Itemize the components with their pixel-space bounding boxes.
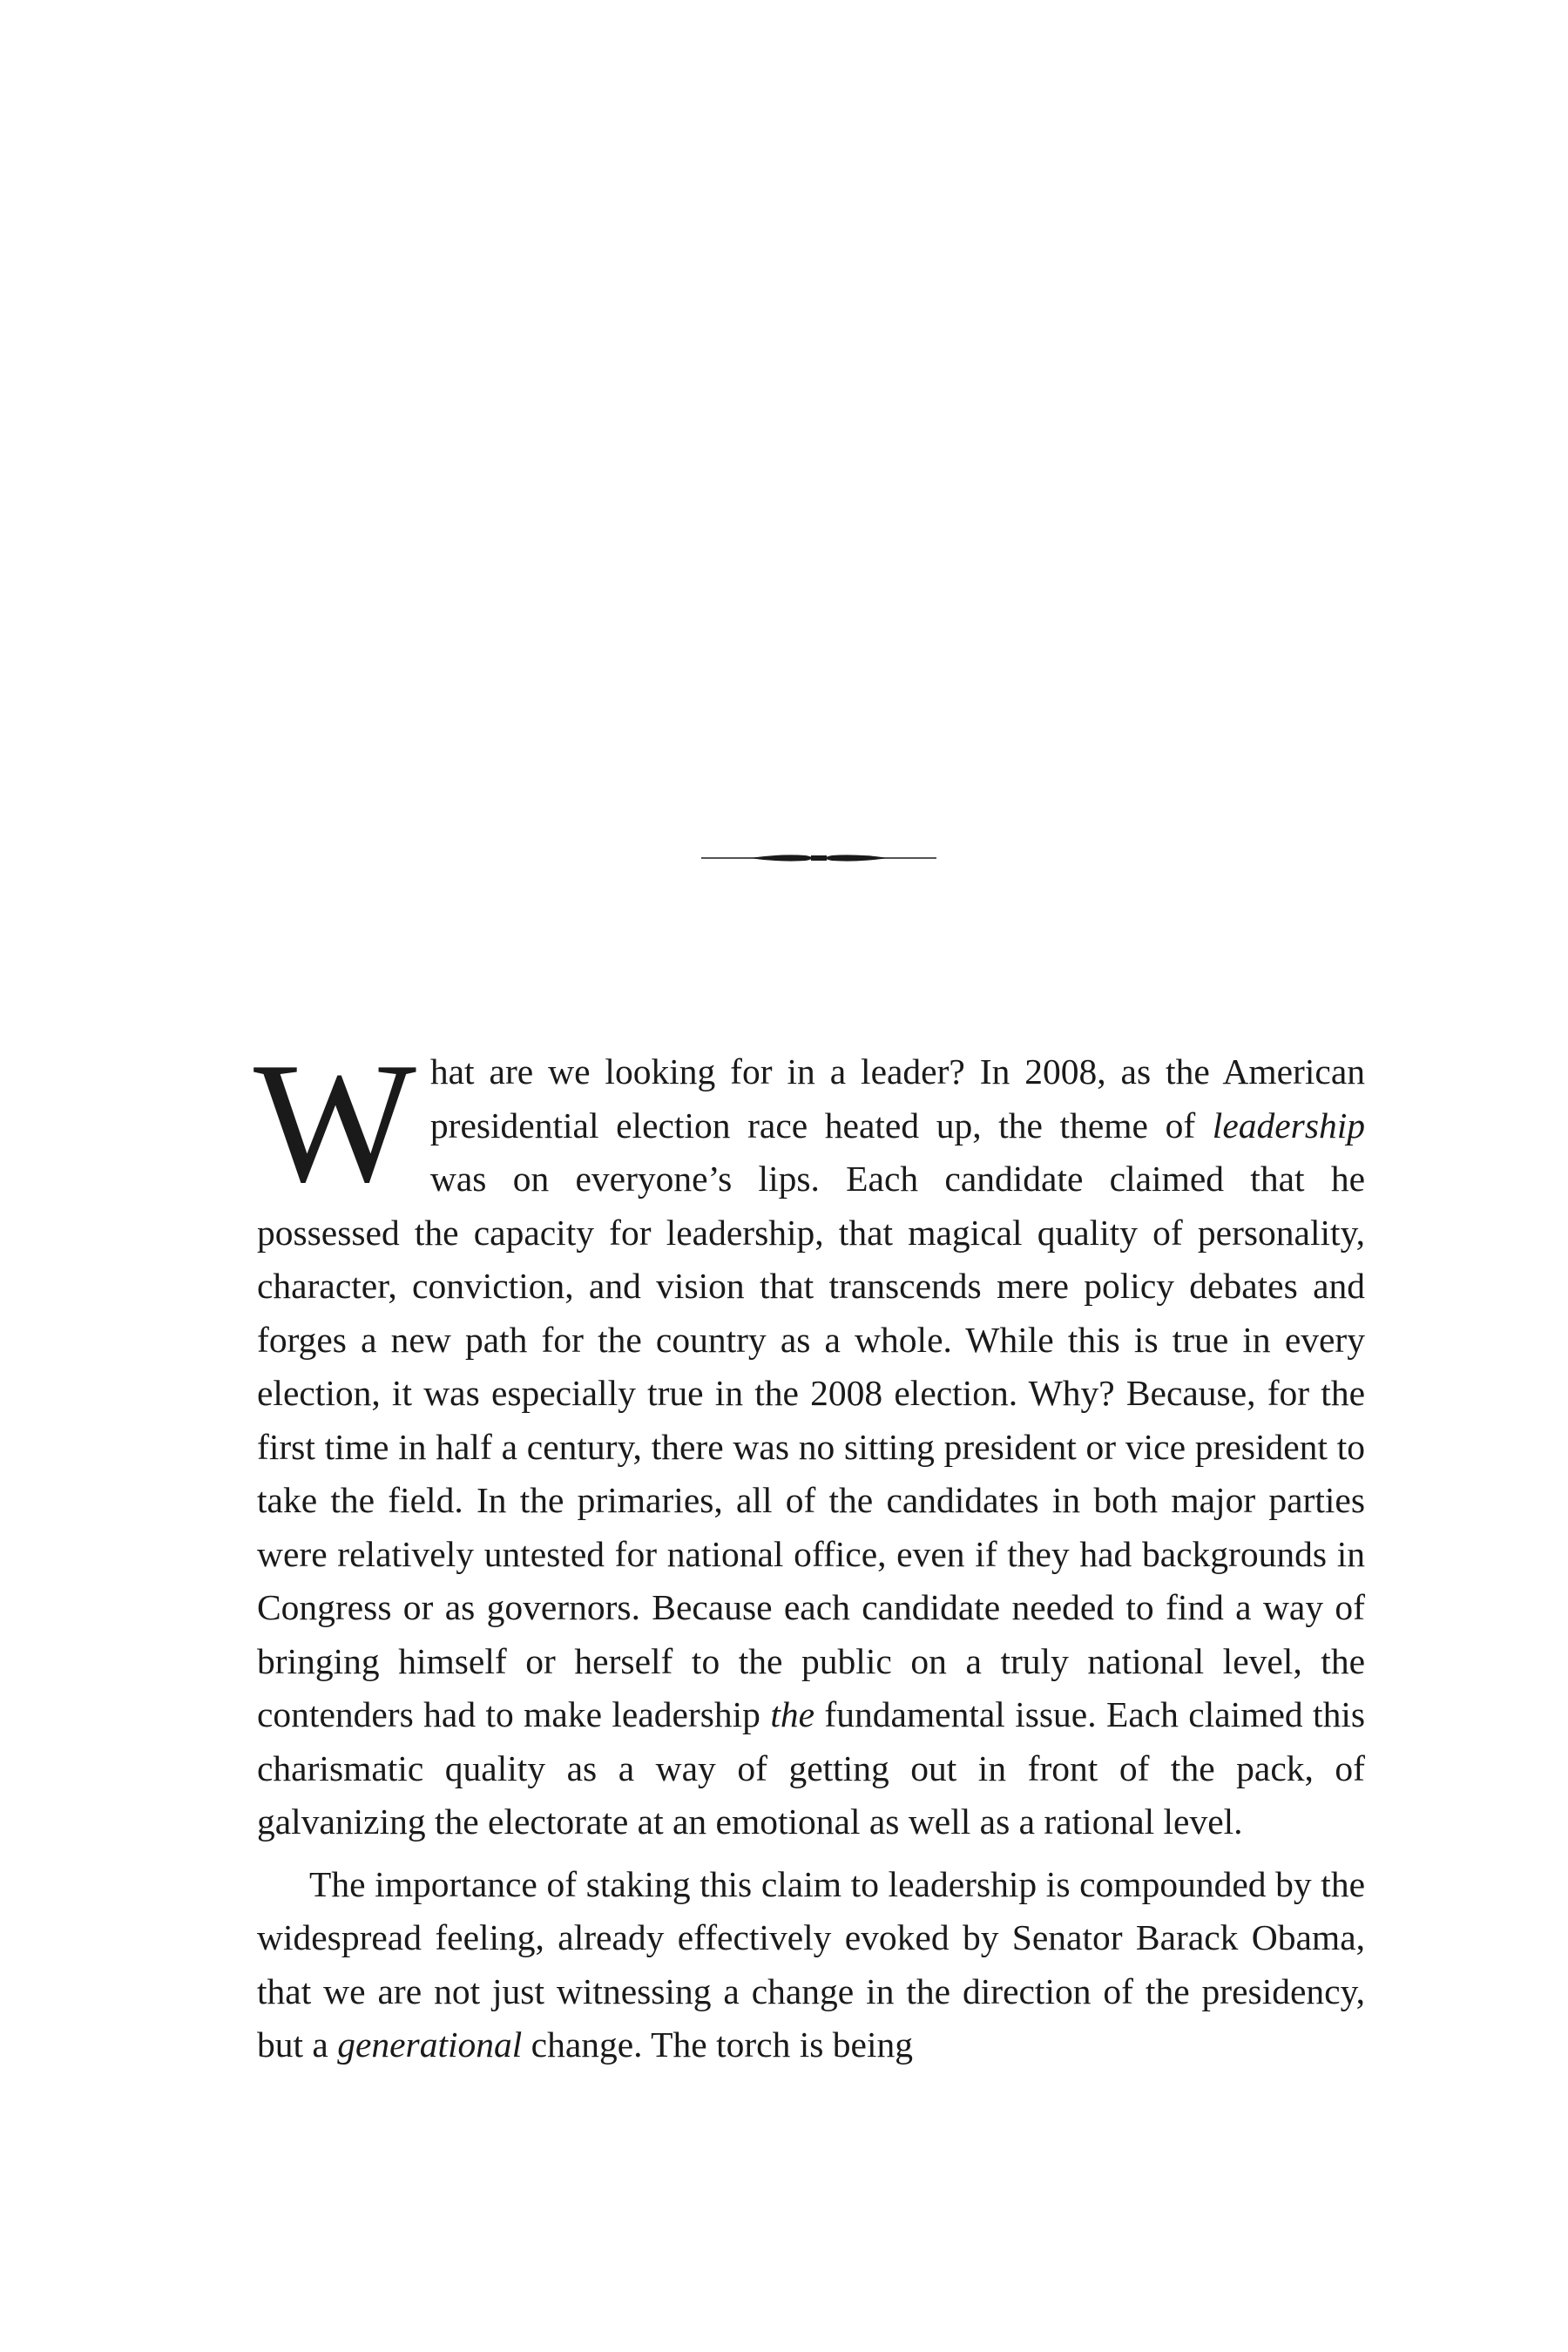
paragraph-2-italic-a: generational xyxy=(337,2024,523,2065)
paragraph-2-text-a: The importance of staking this claim to leadership is compounded by the widespread feeling, already effectively evoked by Senator Barack Obama, that we are not just witnessing a change in the direction of the presidency, but a xyxy=(257,1863,1365,2065)
paragraph-1-italic-b: the xyxy=(770,1694,815,1734)
ornament-rule-icon xyxy=(701,845,936,871)
paragraph-1-text-a: hat are we looking for in a leader? In 2008, as the American presidential election race heated up, the theme of xyxy=(429,1051,1365,1146)
body-text xyxy=(253,1027,1365,2072)
paragraph-1 xyxy=(253,1027,1365,1849)
drop-cap: W xyxy=(253,1027,416,1218)
paragraph-2 xyxy=(257,1858,1365,2072)
paragraph-1-text-c: fundamental issue. Each claimed this charismatic quality as a way of getting out in front of the pack, of galvanizing the electorate at an emotional as well as a rational level. xyxy=(257,1694,1365,1842)
paragraph-1-text-b: was on everyone’s lips. Each candidate claimed that he possessed the capacity for leadership, that magical quality of personality, character, conviction, and vision that transcends mere policy debates and forges a new path for the country as a whole. While this is true in every election, it was especially true in the 2008 election. Why? Because, for the first time in half a century, there was no sitting president or vice president to take the field. In the primaries, all of the candidates in both major parties were relatively untested for national office, even if they had backgrounds in Congress or as governors. Because each candidate needed to find a way of bringing himself or herself to the public on a truly national level, the contenders had to make leadership xyxy=(257,1159,1365,1734)
paragraph-1-italic-a: leadership xyxy=(1212,1105,1365,1146)
paragraph-2-text-b: change. The torch is being xyxy=(522,2024,913,2065)
